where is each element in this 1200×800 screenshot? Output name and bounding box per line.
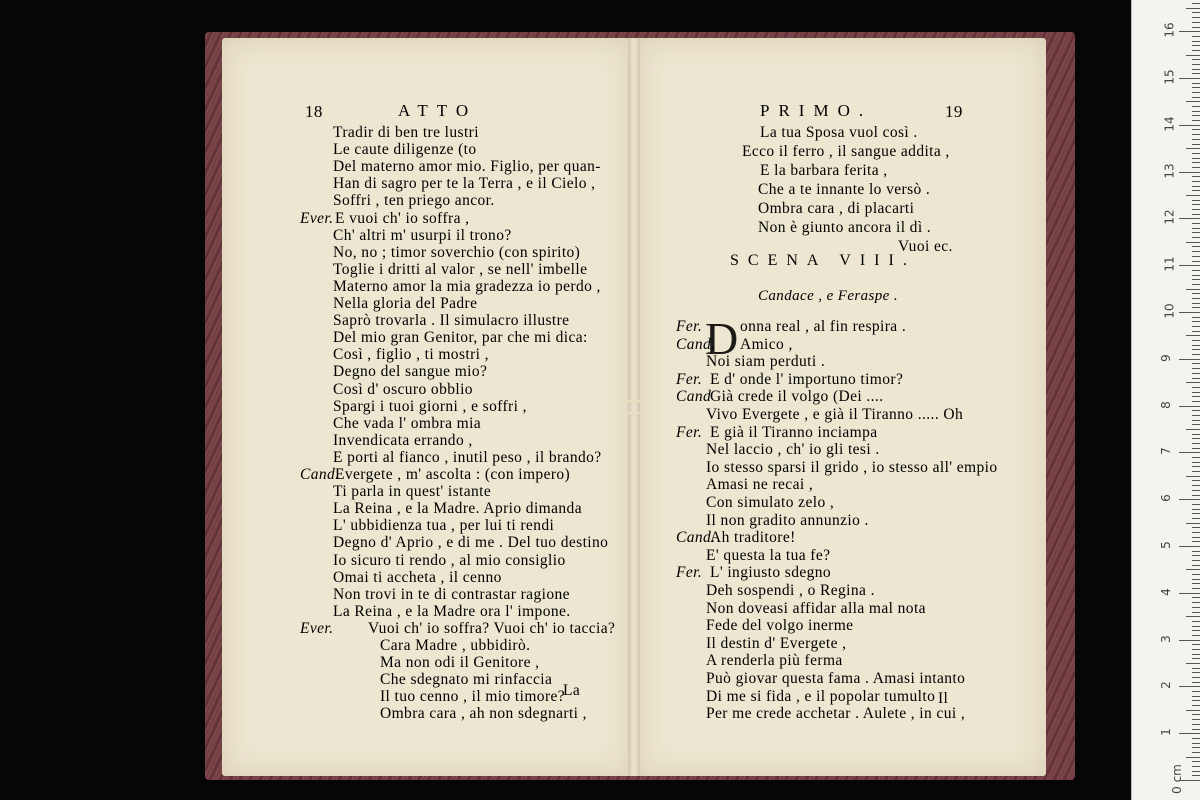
- ruler-tick: [1192, 471, 1200, 472]
- ruler-tick: [1192, 228, 1200, 229]
- ruler-tick: [1192, 766, 1200, 767]
- ruler-tick: [1192, 626, 1200, 627]
- ruler-tick: [1192, 597, 1200, 598]
- ruler-label: 2: [1158, 681, 1173, 690]
- right-verse-line: Che a te innante lo versò .: [758, 181, 931, 198]
- ruler-tick: [1192, 368, 1200, 369]
- ruler-tick: [1192, 738, 1200, 739]
- ruler-tick: [1192, 415, 1200, 416]
- ruler-tick: [1192, 59, 1200, 60]
- left-line: Non trovi in te di contrastar ragione: [333, 585, 570, 603]
- ruler-tick: [1192, 317, 1200, 318]
- left-speaker: Cand.: [300, 466, 340, 483]
- right-line: Può giovar questa fama . Amasi intanto: [706, 670, 966, 687]
- right-verse-line: Ecco il ferro , il sangue addita ,: [742, 143, 950, 160]
- ruler-tick: [1179, 499, 1200, 500]
- ruler-tick: [1192, 204, 1200, 205]
- ruler-tick: [1192, 668, 1200, 669]
- left-line: Del mio gran Genitor, par che mi dica:: [333, 329, 588, 347]
- left-line: Degno d' Aprio , e di me . Del tuo destino: [333, 534, 609, 552]
- ruler-tick: [1186, 569, 1200, 570]
- ruler-tick: [1192, 50, 1200, 51]
- left-line: Spargi i tuoi giorni , e soffri ,: [333, 397, 527, 415]
- ruler-tick: [1192, 513, 1200, 514]
- ruler-tick: [1192, 518, 1200, 519]
- ruler-tick: [1192, 677, 1200, 678]
- right-line: Vivo Evergete , e già il Tiranno ..... Oh: [706, 406, 964, 423]
- scene-title: SCENA VIII.: [730, 252, 916, 269]
- ruler-tick: [1192, 602, 1200, 603]
- ruler-tick: [1186, 616, 1200, 617]
- ruler-tick: [1192, 612, 1200, 613]
- left-line: Il tuo cenno , il mio timore?: [380, 688, 566, 706]
- ruler-tick: [1192, 537, 1200, 538]
- left-line: Tradir di ben tre lustri: [333, 124, 479, 141]
- ruler-label: 13: [1162, 162, 1177, 179]
- ruler-tick: [1192, 120, 1200, 121]
- ruler-tick: [1192, 448, 1200, 449]
- ruler-tick: [1192, 3, 1200, 4]
- left-catchword: La: [563, 682, 581, 699]
- right-catchword: Il: [938, 690, 949, 707]
- ruler-tick: [1192, 462, 1200, 463]
- ruler-tick: [1192, 373, 1200, 374]
- right-line: Ah traditore!: [710, 529, 796, 547]
- ruler-tick: [1192, 743, 1200, 744]
- ruler-tick: [1192, 298, 1200, 299]
- ruler-tick: [1192, 480, 1200, 481]
- left-line: Le caute diligenze (to: [333, 141, 477, 159]
- ruler-tick: [1192, 621, 1200, 622]
- right-line: Il non gradito annunzio .: [706, 511, 869, 529]
- ruler-tick: [1192, 583, 1200, 584]
- ruler-tick: [1192, 672, 1200, 673]
- ruler-tick: [1192, 134, 1200, 135]
- ruler-tick: [1179, 593, 1200, 594]
- left-line: Che vada l' ombra mia: [333, 414, 482, 432]
- ruler-tick: [1192, 560, 1200, 561]
- ruler-label: 11: [1162, 256, 1177, 272]
- ruler-tick: [1192, 158, 1200, 159]
- left-speaker: Ever.: [300, 619, 334, 637]
- ruler-tick: [1192, 284, 1200, 285]
- ruler-tick: [1192, 396, 1200, 397]
- ruler-tick: [1192, 326, 1200, 327]
- ruler-tick: [1192, 162, 1200, 163]
- ruler-tick: [1192, 275, 1200, 276]
- ruler-tick: [1192, 509, 1200, 510]
- left-line: La Reina , e la Madre ora l' impone.: [333, 602, 571, 620]
- right-verse-line: Vuoi ec.: [898, 238, 953, 255]
- ruler-tick: [1186, 148, 1200, 149]
- ruler-tick: [1186, 757, 1200, 758]
- ruler-tick: [1192, 92, 1200, 93]
- right-line: L' ingiusto sdegno: [710, 564, 832, 582]
- ruler-tick: [1186, 523, 1200, 524]
- ruler-label: 4: [1158, 587, 1173, 596]
- ruler-tick: [1179, 359, 1200, 360]
- ruler-label: 1: [1158, 728, 1173, 737]
- ruler-tick: [1192, 747, 1200, 748]
- right-verse-line: La tua Sposa vuol così .: [760, 124, 918, 141]
- ruler-tick: [1192, 410, 1200, 411]
- ruler-label: 9: [1158, 353, 1173, 362]
- right-speaker: Fer.: [676, 318, 703, 335]
- right-line: E d' onde l' importuno timor?: [710, 370, 904, 388]
- ruler-tick: [1192, 209, 1200, 210]
- ruler-tick: [1192, 256, 1200, 257]
- ruler-tick: [1192, 176, 1200, 177]
- ruler-tick: [1179, 406, 1200, 407]
- ruler-tick: [1192, 551, 1200, 552]
- left-line: Ch' altri m' usurpi il trono?: [333, 226, 512, 244]
- ruler-tick: [1192, 293, 1200, 294]
- left-line: Degno del sangue mio?: [333, 363, 488, 381]
- right-line: Nel laccio , ch' io gli tesi .: [706, 441, 880, 459]
- left-line: L' ubbidienza tua , per lui ti rendi: [333, 517, 555, 535]
- ruler-tick: [1192, 181, 1200, 182]
- ruler-label: 5: [1158, 541, 1173, 549]
- ruler-label: 7: [1158, 447, 1173, 456]
- ruler-tick: [1192, 354, 1200, 355]
- ruler-tick: [1192, 466, 1200, 467]
- left-line: Invendicata errando ,: [333, 431, 473, 449]
- left-line: Cara Madre , ubbidirò.: [380, 637, 531, 654]
- ruler-tick: [1192, 111, 1200, 112]
- left-line: Ti parla in quest' istante: [333, 483, 492, 501]
- right-speaker: Fer.: [676, 564, 703, 582]
- right-line: Il destin d' Evergete ,: [706, 634, 847, 652]
- ruler-tick: [1192, 565, 1200, 566]
- ruler-tick: [1192, 705, 1200, 706]
- ruler-tick: [1192, 200, 1200, 201]
- ruler-tick: [1179, 546, 1200, 547]
- ruler-tick: [1192, 644, 1200, 645]
- ruler-tick: [1192, 270, 1200, 271]
- ruler-label: 16: [1162, 22, 1177, 38]
- ruler-tick: [1192, 401, 1200, 402]
- right-line: E' questa la tua fe?: [706, 546, 831, 564]
- left-running-head: ATTO: [398, 101, 478, 120]
- ruler-tick: [1192, 251, 1200, 252]
- right-speaker: Fer.: [676, 423, 703, 441]
- ruler-tick: [1186, 242, 1200, 243]
- left-line: Vuoi ch' io soffra? Vuoi ch' io taccia?: [368, 619, 616, 637]
- ruler-tick: [1179, 733, 1200, 734]
- ruler-tick: [1179, 312, 1200, 313]
- left-line: Toglie i dritti al valor , se nell' imbelle: [333, 260, 588, 278]
- ruler-tick: [1179, 265, 1200, 266]
- ruler-tick: [1192, 246, 1200, 247]
- left-line: E vuoi ch' io soffra ,: [335, 209, 470, 227]
- ruler-tick: [1179, 640, 1200, 641]
- right-speaker: Fer.: [676, 370, 703, 388]
- left-line: No, no ; timor soverchio (con spirito): [333, 243, 581, 261]
- ruler-tick: [1192, 630, 1200, 631]
- ruler-tick: [1192, 307, 1200, 308]
- ruler-tick: [1192, 700, 1200, 701]
- ruler-tick: [1192, 331, 1200, 332]
- right-speaker: Cand.: [676, 335, 716, 353]
- left-line: Han di sagro per te la Terra , e il Cielo ,: [333, 175, 596, 193]
- right-verse-line: Non è giunto ancora il dì .: [758, 219, 932, 236]
- binding-thread: [622, 400, 648, 414]
- ruler-tick: [1192, 12, 1200, 13]
- left-line: Ma non odi il Genitore ,: [380, 654, 540, 672]
- right-verse-line: E la barbara ferita ,: [760, 162, 888, 179]
- ruler-tick: [1192, 69, 1200, 70]
- ruler-tick: [1192, 443, 1200, 444]
- ruler-label: 3: [1158, 634, 1173, 643]
- ruler-tick: [1192, 579, 1200, 580]
- ruler-tick: [1192, 658, 1200, 659]
- scene-characters: Candace , e Feraspe .: [758, 288, 899, 304]
- ruler-label: 12: [1162, 209, 1177, 226]
- ruler-tick: [1192, 424, 1200, 425]
- ruler-tick: [1192, 378, 1200, 379]
- ruler-tick: [1192, 654, 1200, 655]
- left-line: Che sdegnato mi rinfaccia: [380, 671, 553, 689]
- ruler-tick: [1192, 696, 1200, 697]
- ruler-tick: [1192, 555, 1200, 556]
- ruler-tick: [1192, 438, 1200, 439]
- ruler-tick: [1186, 8, 1200, 9]
- ruler-tick: [1192, 22, 1200, 23]
- ruler-tick: [1179, 218, 1200, 219]
- ruler-tick: [1179, 686, 1200, 687]
- right-running-head: PRIMO.: [760, 101, 873, 120]
- ruler-tick: [1186, 663, 1200, 664]
- right-line: onna real , al fin respira .: [740, 318, 907, 335]
- ruler-tick: [1192, 527, 1200, 528]
- ruler-tick: [1186, 335, 1200, 336]
- right-line: Per me crede acchetar . Aulete , in cui ,: [706, 705, 966, 723]
- ruler-tick: [1179, 125, 1200, 126]
- ruler-tick: [1192, 490, 1200, 491]
- ruler-tick: [1192, 532, 1200, 533]
- ruler-tick: [1192, 97, 1200, 98]
- ruler-tick: [1192, 635, 1200, 636]
- left-line: Così d' oscuro obblio: [333, 380, 473, 398]
- ruler-label: 6: [1158, 494, 1173, 503]
- ruler-tick: [1192, 41, 1200, 42]
- ruler-tick: [1192, 714, 1200, 715]
- ruler-tick: [1192, 691, 1200, 692]
- ruler-tick: [1192, 541, 1200, 542]
- ruler-label: 8: [1158, 400, 1173, 409]
- ruler-tick: [1192, 771, 1200, 772]
- drop-cap: D: [705, 313, 739, 364]
- left-line: E porti al fianco , inutil peso , il brando?: [333, 448, 602, 466]
- ruler-tick: [1192, 129, 1200, 130]
- ruler-tick: [1192, 167, 1200, 168]
- ruler-tick: [1192, 340, 1200, 341]
- ruler-tick: [1192, 261, 1200, 262]
- left-line: Saprò trovarla . Il simulacro illustre: [333, 312, 570, 330]
- ruler-label: 15: [1162, 69, 1177, 85]
- ruler-tick: [1192, 232, 1200, 233]
- ruler-tick: [1179, 172, 1200, 173]
- ruler-tick: [1192, 321, 1200, 322]
- right-speaker: Cand.: [676, 529, 716, 547]
- left-line: Così , figlio , ti mostri ,: [333, 346, 489, 364]
- ruler-tick: [1192, 237, 1200, 238]
- ruler-tick: [1192, 27, 1200, 28]
- ruler-tick: [1192, 607, 1200, 608]
- ruler-tick: [1192, 392, 1200, 393]
- ruler-tick: [1186, 55, 1200, 56]
- right-verse-line: Ombra cara , di placarti: [758, 200, 915, 217]
- ruler-tick: [1192, 457, 1200, 458]
- ruler-tick: [1192, 387, 1200, 388]
- ruler-tick: [1186, 710, 1200, 711]
- ruler-tick: [1192, 73, 1200, 74]
- ruler-tick: [1192, 36, 1200, 37]
- left-line: Omai ti accheta , il cenno: [333, 568, 502, 586]
- ruler-tick: [1192, 363, 1200, 364]
- right-line: Deh sospendi , o Regina .: [706, 582, 875, 599]
- ruler-tick: [1192, 682, 1200, 683]
- ruler-tick: [1192, 649, 1200, 650]
- right-line: E già il Tiranno inciampa: [710, 423, 878, 441]
- left-line: Nella gloria del Padre: [333, 295, 478, 312]
- ruler-label: 10: [1162, 303, 1177, 319]
- right-line: Noi siam perduti .: [706, 353, 826, 371]
- right-line: Già crede il volgo (Dei ....: [710, 388, 884, 406]
- ruler-tick: [1179, 78, 1200, 79]
- right-line: Di me si fida , e il popolar tumulto: [706, 687, 936, 705]
- ruler-label: 14: [1162, 116, 1177, 132]
- ruler-tick: [1192, 17, 1200, 18]
- ruler-tick: [1186, 289, 1200, 290]
- ruler-tick: [1192, 775, 1200, 776]
- left-page-number: 18: [305, 102, 323, 121]
- ruler-tick: [1179, 31, 1200, 32]
- ruler-tick: [1192, 87, 1200, 88]
- ruler-tick: [1192, 190, 1200, 191]
- left-line: Soffri , ten priego ancor.: [333, 192, 495, 210]
- ruler-tick: [1186, 476, 1200, 477]
- left-line: Materno amor la mia gradezza io perdo ,: [333, 277, 601, 295]
- ruler-tick: [1192, 115, 1200, 116]
- ruler-tick: [1192, 349, 1200, 350]
- right-line: A renderla più ferma: [706, 652, 843, 670]
- ruler-tick: [1192, 752, 1200, 753]
- ruler-tick: [1192, 504, 1200, 505]
- right-line: Amasi ne recai ,: [706, 476, 814, 494]
- ruler-tick: [1192, 719, 1200, 720]
- ruler-tick: [1192, 574, 1200, 575]
- left-line: Del materno amor mio. Figlio, per quan-: [333, 158, 601, 176]
- ruler-tick: [1192, 153, 1200, 154]
- ruler-tick: [1192, 761, 1200, 762]
- ruler-tick: [1192, 434, 1200, 435]
- right-line: Fede del volgo inerme: [706, 617, 854, 635]
- right-line: Con simulato zelo ,: [706, 494, 835, 511]
- ruler-tick: [1192, 214, 1200, 215]
- ruler-tick: [1186, 101, 1200, 102]
- ruler-tick: [1192, 186, 1200, 187]
- ruler-tick: [1192, 588, 1200, 589]
- ruler-tick: [1192, 420, 1200, 421]
- ruler-tick: [1192, 64, 1200, 65]
- left-speaker: Ever.: [300, 209, 334, 227]
- ruler-tick: [1179, 452, 1200, 453]
- ruler-tick: [1192, 724, 1200, 725]
- ruler-tick: [1192, 144, 1200, 145]
- left-line: La Reina , e la Madre. Aprio dimanda: [333, 500, 582, 518]
- ruler-tick: [1192, 223, 1200, 224]
- right-page-number: 19: [945, 102, 963, 121]
- ruler-tick: [1192, 485, 1200, 486]
- right-line: Non doveasi affidar alla mal nota: [706, 599, 926, 617]
- ruler-label: 0 cm: [1169, 764, 1184, 794]
- ruler-tick: [1192, 139, 1200, 140]
- left-line: Evergete , m' ascolta : (con impero): [335, 466, 571, 483]
- ruler-tick: [1192, 83, 1200, 84]
- ruler-tick: [1192, 345, 1200, 346]
- ruler-tick: [1192, 106, 1200, 107]
- measuring-ruler: [1131, 0, 1200, 800]
- ruler-tick: [1192, 45, 1200, 46]
- ruler-tick: [1186, 382, 1200, 383]
- ruler-tick: [1192, 303, 1200, 304]
- ruler-tick: [1186, 195, 1200, 196]
- right-speaker: Cand: [676, 388, 712, 406]
- right-line: Amico ,: [740, 335, 793, 353]
- right-line: Io stesso sparsi il grido , io stesso all' empio: [706, 458, 998, 476]
- ruler-tick: [1192, 279, 1200, 280]
- left-line: Io sicuro ti rendo , al mio consiglio: [333, 551, 566, 569]
- ruler-tick: [1192, 495, 1200, 496]
- ruler-tick: [1186, 429, 1200, 430]
- ruler-tick: [1192, 729, 1200, 730]
- left-line: Ombra cara , ah non sdegnarti ,: [380, 705, 587, 723]
